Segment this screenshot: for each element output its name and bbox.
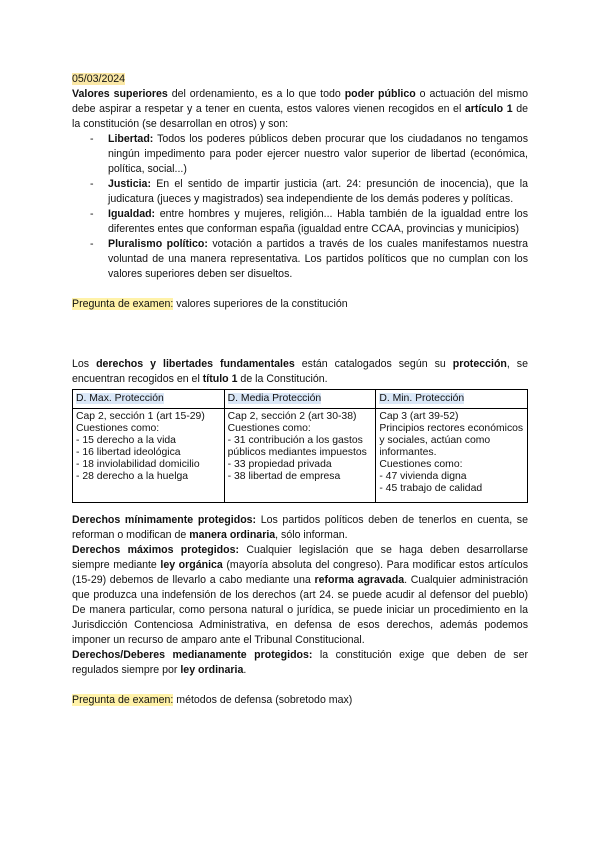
exam-label: Pregunta de examen:: [72, 694, 174, 706]
list-item: [108, 132, 528, 177]
cell-line: - 15 derecho a la vida: [76, 435, 176, 446]
value-term: Igualdad:: [108, 208, 156, 220]
document-page: [72, 72, 528, 708]
header-cell-max: [73, 390, 225, 409]
min-protected-paragraph: [72, 513, 528, 543]
header-min: D. Min. Protección: [379, 393, 465, 404]
max-text-1: Cualquier legislación que se haga deben desarrollarse siempre mediante: [72, 544, 528, 571]
cell-min: [376, 409, 528, 503]
term-min-protected: Derechos mínimamente protegidos:: [72, 514, 257, 526]
exam-label: Pregunta de examen:: [72, 298, 174, 310]
term-derechos: derechos y libertades fundamentales: [96, 358, 295, 370]
cell-line: - 45 trabajo de calidad: [379, 483, 483, 494]
exam-text: valores superiores de la constitución: [173, 298, 348, 310]
max-text-3: . Cualquier administración que produzca una indefensión de los derechos (art 24. se puede acudir al defensor del pueblo) De manera particular, como persona natural o jurídica, se puede iniciar un procedimiento en la Jurisdicción Contenciosa Administrativa, en defensa de esos derechos, además podemos imponer un recurso de amparo ante el Tribunal Constitucional.: [72, 574, 528, 646]
intro-text-1: del ordenamiento, es a lo que todo: [167, 88, 345, 100]
term-ley-organica: ley orgánica: [160, 559, 223, 571]
date: 05/03/2024: [72, 73, 126, 85]
cell-line: - 16 libertad ideológica: [76, 447, 181, 458]
cell-line: Cuestiones como:: [379, 459, 463, 470]
table-row: [73, 409, 528, 503]
rights-text-2: están catalogados según su: [294, 358, 453, 370]
med-text-2: .: [243, 664, 247, 676]
term-reforma-agravada: reforma agravada: [314, 574, 405, 586]
intro-paragraph: [72, 87, 528, 132]
intro-text-2: o actuación del mismo debe aspirar a respetar y a tener en cuenta, estos valores vienen recogidos en el: [72, 88, 529, 115]
cell-line: Cap 2, sección 1 (art 15-29): [76, 411, 205, 422]
cell-line: Cuestiones como:: [76, 423, 160, 434]
med-protected-paragraph: [72, 648, 528, 678]
rights-intro: [72, 357, 528, 387]
list-item: [108, 177, 528, 207]
term-titulo-1: título 1: [202, 373, 238, 385]
value-term: Pluralismo político:: [108, 238, 208, 250]
values-list: [72, 132, 528, 282]
term-poder-publico: poder público: [344, 88, 416, 100]
cell-max: [73, 409, 225, 503]
min-text-2: , sólo informan.: [275, 529, 348, 541]
cell-line: - 38 libertad de empresa: [227, 471, 341, 482]
cell-line: - 47 vivienda digna: [379, 471, 467, 482]
med-text-1: la constitución exige que deben de ser regulados siempre por: [72, 649, 528, 676]
value-term: Justicia:: [108, 178, 151, 190]
exam-question-1: [72, 297, 528, 312]
rights-text-4: de la Constitución.: [237, 373, 328, 385]
exam-question-2: [72, 693, 528, 708]
term-manera-ordinaria: manera ordinaria: [189, 529, 276, 541]
cell-media: [224, 409, 376, 503]
value-text: entre hombres y mujeres, religión... Habla también de la igualdad entre los diferentes entes que conforman españa (igualdad entre CCAA, provincias y municipios): [108, 208, 528, 235]
cell-line: Cap 2, sección 2 (art 30-38): [227, 411, 357, 422]
value-text: votación a partidos a través de los cuales manifestamos nuestra voluntad de una manera representativa. Los partidos políticos que no cumplan con los valores superiores deben ser disueltos.: [108, 238, 528, 280]
cell-line: - 31 contribución a los gastos públicos mediantes impuestos: [227, 435, 367, 458]
value-text: En el sentido de impartir justicia (art. 24: presunción de inocencia), que la judicatura (jueces y magistrados) sea independiente de los demás poderes y políticas.: [108, 178, 528, 205]
min-text-1: Los partidos políticos deben de tenerlos en cuenta, se reforman o modifican de: [72, 514, 528, 541]
term-max-protected: Derechos máximos protegidos:: [72, 544, 240, 556]
header-cell-min: [376, 390, 528, 409]
term-articulo-1: artículo 1: [464, 103, 513, 115]
value-term: Libertad:: [108, 133, 154, 145]
cell-line: - 28 derecho a la huelga: [76, 471, 189, 482]
term-valores-superiores: Valores superiores: [72, 88, 168, 100]
term-proteccion: protección: [452, 358, 507, 370]
table-header-row: [73, 390, 528, 409]
rights-text-1: Los: [72, 358, 97, 370]
max-protected-paragraph: [72, 543, 528, 648]
term-ley-ordinaria: ley ordinaria: [180, 664, 244, 676]
cell-line: Cap 3 (art 39-52): [379, 411, 459, 422]
list-item: [108, 237, 528, 282]
cell-line: - 18 inviolabilidad domicilio: [76, 459, 200, 470]
cell-line: Principios rectores económicos y sociales, actúan como informantes.: [379, 423, 524, 458]
cell-line: - 33 propiedad privada: [227, 459, 332, 470]
protection-table: [72, 389, 528, 503]
exam-text: métodos de defensa (sobretodo max): [173, 694, 353, 706]
header-media: D. Media Protección: [227, 393, 322, 404]
header-cell-media: [224, 390, 376, 409]
rights-text-3: , se encuentran recogidos en el: [72, 358, 528, 385]
term-med-protected: Derechos/Deberes medianamente protegidos:: [72, 649, 313, 661]
value-text: Todos los poderes públicos deben procurar que los ciudadanos no tengamos ningún impedimento para poder ejercer nuestro valor superior de libertad (económica, política, social...): [108, 133, 528, 175]
cell-line: Cuestiones como:: [227, 423, 311, 434]
header-max: D. Max. Protección: [76, 393, 164, 404]
intro-text-3: de la constitución (se desarrollan en otros) y son:: [72, 103, 528, 130]
date-line: [72, 72, 528, 87]
list-item: [108, 207, 528, 237]
max-text-2: (mayoría absoluta del congreso). Para modificar estos artículos (15-29) debemos de llevarlo a cabo mediante una: [72, 559, 528, 586]
